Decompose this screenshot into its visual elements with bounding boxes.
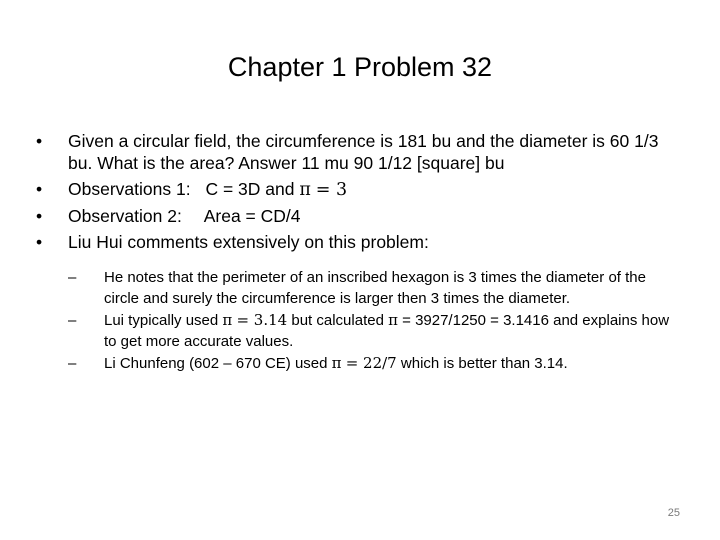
observation-2-label: Observation 2: — [68, 206, 182, 226]
pi-value: = 3 — [315, 180, 348, 200]
sub-item-li-chunfeng — [68, 353, 684, 374]
pi-symbol: π — [222, 311, 233, 329]
bullet-mark: • — [36, 179, 43, 199]
sub-item-text: Lui typically used — [104, 312, 219, 329]
sub-item-text: He notes that the perimeter of an inscribed hexagon is 3 times the diameter of the circle and surely the circumference is larger then 3 times the diameter. — [104, 269, 646, 307]
bullet-mark: • — [36, 206, 43, 226]
sub-bullet-mark: – — [68, 355, 77, 372]
sub-bullet-mark: – — [68, 269, 77, 286]
bullet-item-circular-field — [36, 130, 686, 174]
observation-1-label: Observations 1: — [68, 179, 191, 199]
pi-symbol: π — [331, 354, 342, 372]
sub-item-text: but calculated — [291, 312, 384, 329]
bullet-item-liu-hui — [36, 231, 686, 374]
sub-item-text: = 3927/1250 = 3.1416 and explains how to get more accurate values. — [104, 312, 670, 350]
pi-symbol: π — [388, 311, 398, 329]
bullet-mark: • — [36, 232, 43, 252]
bullet-item-observation-2 — [36, 205, 686, 227]
page-number: 25 — [667, 507, 680, 519]
observation-1-text: C = 3D and — [205, 179, 295, 199]
sub-bullet-list — [68, 267, 686, 374]
pi-value: = 22/7 — [345, 354, 397, 372]
pi-symbol: π — [299, 180, 311, 200]
bullet-item-observation-1 — [36, 178, 686, 201]
sub-item-text: Li Chunfeng (602 – 670 CE) used — [104, 355, 328, 372]
sub-item-lui-pi — [68, 310, 684, 352]
sub-item-hexagon — [68, 267, 684, 309]
bullet-text: Given a circular field, the circumference is 181 bu and the diameter is 60 1/3 bu. What is the area? Answer 11 mu 90 1/12 [square] bu — [68, 131, 659, 173]
bullet-list — [36, 130, 686, 378]
observation-2-text: Area = CD/4 — [203, 206, 301, 226]
pi-value: = 3.14 — [236, 311, 288, 329]
bullet-mark: • — [36, 131, 43, 151]
sub-bullet-mark: – — [68, 312, 77, 329]
sub-item-text: which is better than 3.14. — [400, 355, 568, 372]
bullet-text: Liu Hui comments extensively on this problem: — [68, 232, 429, 252]
slide-title: Chapter 1 Problem 32 — [227, 52, 493, 82]
